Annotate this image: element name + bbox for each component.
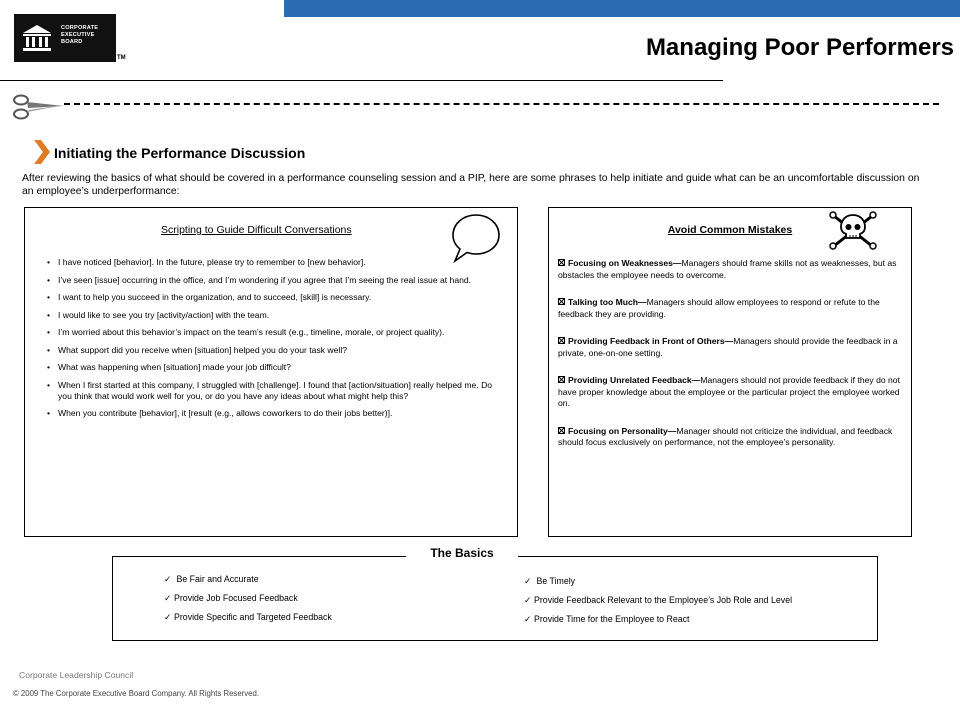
list-item: • What was happening when [situation] made your job difficult? — [47, 362, 507, 373]
list-item: • I’m worried about this behavior’s impact on the team’s result (e.g., timeline, morale, or project quality). — [47, 327, 507, 338]
x-box-icon — [558, 376, 565, 383]
scripting-panel — [24, 207, 518, 537]
logo-text: CORPORATE EXECUTIVE BOARD — [61, 25, 99, 45]
intro-paragraph: After reviewing the basics of what should be covered in a performance counseling session and a PIP, here are some phrases to help initiate and guide what can be an uncomfortable discussion on an employee’s underperformance: — [22, 173, 920, 197]
list-item: • I’ve seen [issue] occurring in the office, and I’m wondering if you agree that I’m seeing the real issue at hand. — [47, 275, 507, 286]
list-item: ✓ Be Fair and Accurate — [164, 574, 259, 584]
list-item: • I would like to see you try [activity/action] with the team. — [47, 310, 507, 321]
list-item: ✓ Provide Job Focused Feedback — [164, 593, 298, 603]
mistakes-list — [558, 258, 904, 449]
scissors-icon — [12, 92, 66, 122]
top-accent-bar — [284, 0, 960, 17]
footer-copyright: © 2009 The Corporate Executive Board Company. All Rights Reserved. — [13, 689, 259, 698]
checkmark-icon: ✓ — [164, 612, 172, 622]
basics-left-list — [164, 574, 332, 631]
basics-title: The Basics — [406, 544, 518, 562]
list-item: • What support did you receive when [situation] helped you do your task well? — [47, 345, 507, 356]
mistakes-panel — [548, 207, 912, 537]
checkmark-icon: ✓ — [164, 574, 172, 584]
list-item: Providing Unrelated Feedback—Managers should not provide feedback if they do not have proper knowledge about the employee or the particular project the employee worked on. — [558, 375, 900, 408]
list-item: • I want to help you succeed in the organization, and to succeed, [skill] is necessary. — [47, 292, 507, 303]
section-title: Initiating the Performance Discussion — [54, 145, 306, 161]
trademark: TM — [117, 55, 126, 61]
list-item: ✓ Be Timely — [524, 576, 576, 586]
list-item: Focusing on Weaknesses—Managers should frame skills not as weaknesses, but as obstacles the employee needs to overcome. — [558, 258, 897, 280]
checkmark-icon: ✓ — [524, 595, 532, 605]
list-item: Providing Feedback in Front of Others—Managers should provide the feedback in a private, one-on-one setting. — [558, 336, 898, 358]
skull-crossbones-icon — [828, 210, 878, 250]
scripting-title: Scripting to Guide Difficult Conversations — [161, 224, 352, 236]
cut-dashed-line — [64, 103, 939, 105]
basics-right-list — [524, 576, 792, 633]
checkmark-icon: ✓ — [524, 576, 532, 586]
list-item: ✓ Provide Feedback Relevant to the Employee’s Job Role and Level — [524, 595, 793, 605]
list-item: • I have noticed [behavior]. In the future, please try to remember to [new behavior]. — [47, 257, 507, 268]
scripting-list — [47, 257, 507, 426]
list-item: Talking too Much—Managers should allow employees to respond or refute to the feedback they are providing. — [558, 297, 880, 319]
speech-bubble-icon — [450, 212, 502, 264]
x-box-icon — [558, 259, 565, 266]
list-item: ✓ Provide Specific and Targeted Feedback — [164, 612, 332, 622]
chevron-right-icon — [32, 140, 50, 164]
building-columns-icon — [20, 21, 54, 55]
list-item: Focusing on Personality—Manager should not criticize the individual, and feedback should focus exclusively on performance, not the employee’s personality. — [558, 425, 893, 447]
page-title: Managing Poor Performers — [645, 34, 954, 61]
x-box-icon — [558, 298, 565, 305]
mistakes-title: Avoid Common Mistakes — [667, 224, 793, 236]
footer-council: Corporate Leadership Council — [19, 670, 134, 680]
x-box-icon — [558, 427, 565, 434]
header-divider — [0, 80, 723, 81]
list-item: • When you contribute [behavior], it [result (e.g., allows coworkers to do their jobs better)]. — [47, 408, 507, 419]
list-item: ✓ Provide Time for the Employee to React — [524, 614, 690, 624]
x-box-icon — [558, 337, 565, 344]
list-item: • When I first started at this company, I struggled with [challenge]. I found that [action/situation] really helped me. Do you think that would work well for you, or do you have any ideas about what might help this? — [47, 380, 507, 402]
checkmark-icon: ✓ — [524, 614, 532, 624]
checkmark-icon: ✓ — [164, 593, 172, 603]
corporate-executive-board-logo — [14, 14, 116, 62]
